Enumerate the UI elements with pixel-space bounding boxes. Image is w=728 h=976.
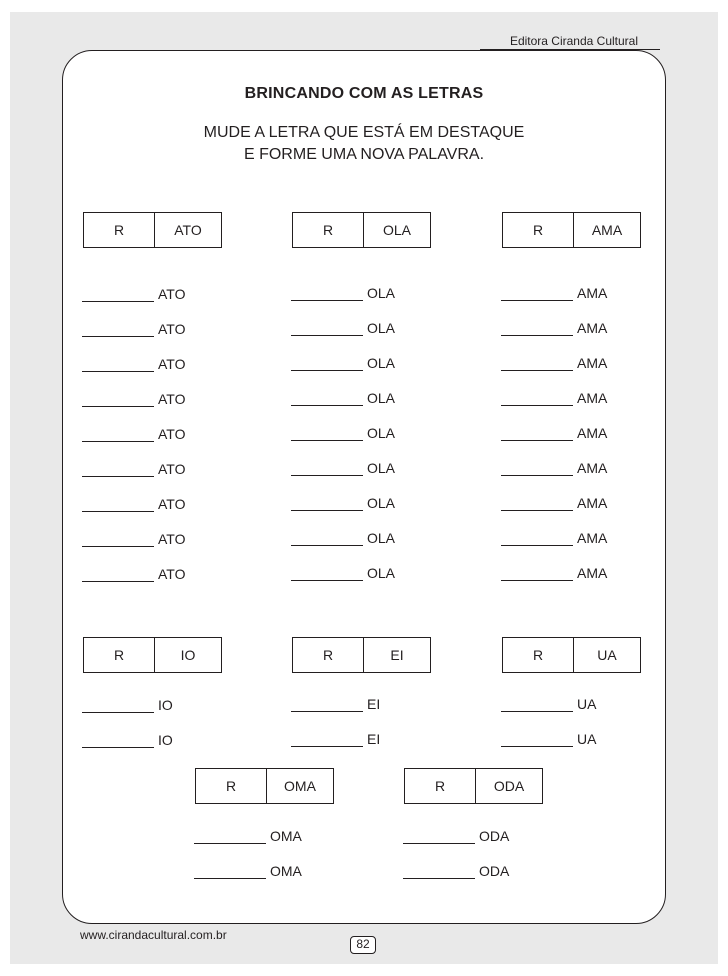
answer-blank[interactable] [82, 289, 154, 302]
highlight-letter: R [503, 638, 574, 672]
answer-blank[interactable] [82, 429, 154, 442]
word-ending: UA [597, 647, 617, 663]
answer-row [291, 458, 395, 476]
answer-blank[interactable] [82, 464, 154, 477]
answer-suffix: ODA [479, 828, 510, 844]
answer-blank[interactable] [501, 428, 573, 441]
answer-row [82, 284, 186, 302]
answer-row [291, 563, 395, 581]
answer-row [291, 423, 395, 441]
answer-row [291, 729, 380, 747]
answer-blank[interactable] [501, 463, 573, 476]
word-box-8 [404, 768, 543, 804]
highlight-letter: R [405, 769, 476, 803]
answer-suffix: AMA [577, 320, 608, 336]
answer-blank[interactable] [194, 831, 266, 844]
answer-blank[interactable] [82, 394, 154, 407]
answer-blank[interactable] [291, 533, 363, 546]
answer-suffix: AMA [577, 390, 608, 406]
page-title: BRINCANDO COM AS LETRAS [244, 85, 484, 102]
answer-row [501, 563, 607, 581]
answer-blank[interactable] [291, 393, 363, 406]
answer-suffix: ATO [158, 321, 186, 337]
word-box-6 [502, 637, 641, 673]
answer-suffix: AMA [577, 495, 608, 511]
answer-row [291, 283, 395, 301]
answer-blank[interactable] [501, 323, 573, 336]
word-ending: OLA [382, 222, 411, 238]
word-box-1 [83, 212, 222, 248]
answer-suffix: AMA [577, 460, 608, 476]
answer-suffix: ATO [158, 356, 186, 372]
answer-row [82, 354, 186, 372]
answer-blank[interactable] [82, 324, 154, 337]
answer-suffix: OLA [367, 390, 396, 406]
answer-suffix: OLA [367, 460, 396, 476]
answer-row [501, 458, 607, 476]
answer-blank[interactable] [291, 288, 363, 301]
answer-row [82, 564, 186, 582]
answer-blank[interactable] [82, 534, 154, 547]
answer-row [82, 494, 186, 512]
answer-blank[interactable] [291, 498, 363, 511]
highlight-letter: R [293, 213, 364, 247]
answer-row [501, 388, 607, 406]
word-box-4 [83, 637, 222, 673]
answer-suffix: ATO [158, 426, 186, 442]
answer-suffix: ATO [158, 496, 186, 512]
answer-blank[interactable] [82, 569, 154, 582]
answer-row [501, 729, 596, 747]
answer-blank[interactable] [501, 568, 573, 581]
highlight-letter: R [196, 769, 267, 803]
word-ending: EI [390, 647, 404, 663]
answer-row [82, 389, 186, 407]
answer-suffix: ATO [158, 566, 186, 582]
answer-row [291, 388, 395, 406]
answer-suffix: ATO [158, 391, 186, 407]
answer-suffix: OLA [367, 285, 396, 301]
answer-row [403, 826, 509, 844]
answer-blank[interactable] [291, 568, 363, 581]
word-box-2 [292, 212, 431, 248]
answer-blank[interactable] [501, 498, 573, 511]
answer-suffix: OLA [367, 530, 396, 546]
answer-row [291, 318, 395, 336]
answer-suffix: OLA [367, 425, 396, 441]
answer-blank[interactable] [194, 866, 266, 879]
answer-row [82, 695, 173, 713]
answer-blank[interactable] [501, 533, 573, 546]
answer-blank[interactable] [403, 831, 475, 844]
instruction-line-1: MUDE A LETRA QUE ESTÁ EM DESTAQUE [203, 124, 525, 141]
highlight-letter: R [503, 213, 574, 247]
word-box-5 [292, 637, 431, 673]
answer-row [194, 826, 302, 844]
answer-suffix: EI [367, 696, 381, 712]
answer-suffix: ODA [479, 863, 510, 879]
answer-row [291, 493, 395, 511]
answer-suffix: ATO [158, 461, 186, 477]
answer-suffix: OLA [367, 320, 396, 336]
answer-row [501, 528, 607, 546]
answer-blank[interactable] [82, 499, 154, 512]
answer-suffix: UA [577, 696, 597, 712]
answer-row [501, 423, 607, 441]
website-url: www.cirandacultural.com.br [80, 928, 227, 942]
answer-blank[interactable] [291, 463, 363, 476]
answer-suffix: OLA [367, 565, 396, 581]
answer-blank[interactable] [501, 393, 573, 406]
answer-row [82, 459, 186, 477]
answer-suffix: ATO [158, 531, 186, 547]
publisher-name: Editora Ciranda Cultural [509, 34, 638, 48]
answer-blank[interactable] [501, 734, 573, 747]
instruction-line-2: E FORME UMA NOVA PALAVRA. [243, 146, 485, 163]
highlight-letter: R [293, 638, 364, 672]
answer-row [82, 319, 186, 337]
answer-suffix: IO [158, 697, 173, 713]
answer-suffix: AMA [577, 425, 608, 441]
answer-row [291, 694, 380, 712]
answer-row [82, 529, 186, 547]
answer-row [501, 318, 607, 336]
answer-row [291, 528, 395, 546]
answer-suffix: OLA [367, 495, 396, 511]
page-number: 82 [350, 936, 376, 954]
answer-row [194, 861, 302, 879]
word-ending: AMA [591, 222, 623, 238]
answer-suffix: AMA [577, 285, 608, 301]
word-ending: IO [180, 647, 196, 663]
answer-suffix: OMA [270, 863, 302, 879]
answer-row [82, 730, 173, 748]
answer-row [403, 861, 509, 879]
answer-blank[interactable] [291, 358, 363, 371]
answer-row [291, 353, 395, 371]
answer-suffix: OMA [270, 828, 302, 844]
highlight-letter: R [84, 213, 155, 247]
answer-suffix: ATO [158, 286, 186, 302]
answer-suffix: UA [577, 731, 597, 747]
answer-row [501, 353, 607, 371]
answer-blank[interactable] [82, 735, 154, 748]
answer-row [501, 283, 607, 301]
answer-blank[interactable] [501, 699, 573, 712]
answer-blank[interactable] [501, 288, 573, 301]
highlight-letter: R [84, 638, 155, 672]
answer-suffix: AMA [577, 565, 608, 581]
worksheet-frame [62, 50, 666, 924]
answer-blank[interactable] [82, 359, 154, 372]
answer-blank[interactable] [291, 428, 363, 441]
answer-suffix: OLA [367, 355, 396, 371]
answer-suffix: AMA [577, 355, 608, 371]
answer-row [82, 424, 186, 442]
answer-blank[interactable] [291, 734, 363, 747]
answer-blank[interactable] [291, 323, 363, 336]
answer-blank[interactable] [501, 358, 573, 371]
answer-blank[interactable] [82, 700, 154, 713]
word-box-3 [502, 212, 641, 248]
word-ending: OMA [284, 778, 316, 794]
answer-row [501, 493, 607, 511]
word-ending: ATO [174, 222, 202, 238]
word-ending: ODA [493, 778, 525, 794]
answer-row [501, 694, 596, 712]
answer-suffix: EI [367, 731, 381, 747]
answer-suffix: IO [158, 732, 173, 748]
answer-blank[interactable] [403, 866, 475, 879]
answer-blank[interactable] [291, 699, 363, 712]
answer-suffix: AMA [577, 530, 608, 546]
word-box-7 [195, 768, 334, 804]
